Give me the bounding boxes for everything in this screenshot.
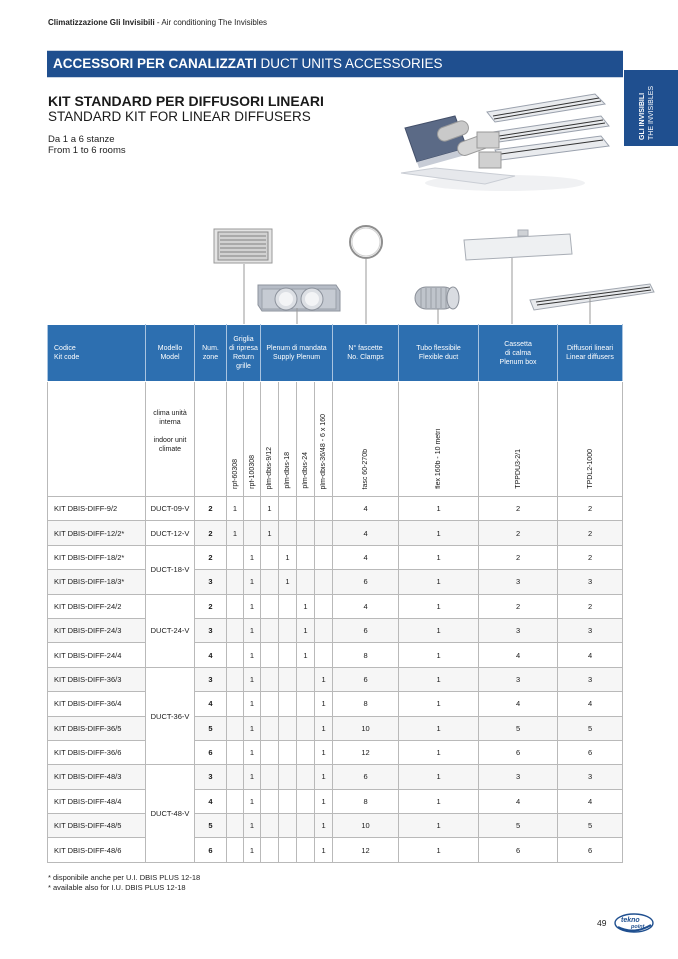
spec-tpdl: TPDL2-1000 <box>558 382 623 497</box>
zones-cell: 6 <box>195 740 227 764</box>
qty-cell-p3 <box>297 838 315 862</box>
qty-cell-p1 <box>261 667 279 691</box>
rooms-en: From 1 to 6 rooms <box>48 145 126 156</box>
spec-rpf-100308: rpf-100308 <box>244 382 261 497</box>
kit-subtitle: STANDARD KIT FOR LINEAR DIFFUSERS <box>48 109 311 124</box>
qty-cell-flex: 1 <box>399 521 479 545</box>
qty-cell-clamps: 8 <box>333 692 399 716</box>
zones-cell: 3 <box>195 765 227 789</box>
qty-cell-box: 4 <box>479 643 558 667</box>
kit-table <box>47 324 623 863</box>
qty-cell-box: 3 <box>479 618 558 642</box>
qty-cell-p4: 1 <box>315 667 333 691</box>
model-cell: DUCT-18-V <box>146 545 195 594</box>
running-header <box>48 18 267 27</box>
qty-cell-flex: 1 <box>399 497 479 521</box>
qty-cell-p4 <box>315 643 333 667</box>
qty-cell-g1 <box>227 594 244 618</box>
zones-cell: 5 <box>195 716 227 740</box>
spec-tppdu: TPPDU3-2/1 <box>479 382 558 497</box>
qty-cell-box: 2 <box>479 545 558 569</box>
qty-cell-diff: 2 <box>558 594 623 618</box>
qty-cell-p2 <box>279 692 297 716</box>
qty-cell-p3 <box>297 545 315 569</box>
qty-cell-g2: 1 <box>244 838 261 862</box>
qty-cell-g2: 1 <box>244 692 261 716</box>
qty-cell-g1 <box>227 740 244 764</box>
qty-cell-p4 <box>315 570 333 594</box>
qty-cell-g2 <box>244 497 261 521</box>
qty-cell-g1: 1 <box>227 497 244 521</box>
qty-cell-g1: 1 <box>227 521 244 545</box>
qty-cell-p3 <box>297 570 315 594</box>
section-title-it: ACCESSORI PER CANALIZZATI <box>53 56 257 71</box>
qty-cell-p1 <box>261 643 279 667</box>
tekno-point-logo <box>614 912 654 934</box>
qty-cell-clamps: 6 <box>333 765 399 789</box>
kit-code-cell: KIT DBIS-DIFF-18/2* <box>48 545 146 569</box>
qty-cell-flex: 1 <box>399 838 479 862</box>
qty-cell-diff: 2 <box>558 545 623 569</box>
qty-cell-box: 6 <box>479 740 558 764</box>
qty-cell-p3 <box>297 814 315 838</box>
qty-cell-p4 <box>315 497 333 521</box>
qty-cell-p1 <box>261 789 279 813</box>
qty-cell-box: 6 <box>479 838 558 862</box>
spec-row <box>48 382 623 497</box>
plenum-leader-line <box>296 308 300 324</box>
qty-cell-p1 <box>261 765 279 789</box>
qty-cell-g2: 1 <box>244 643 261 667</box>
footnote-en: * available also for I.U. DBIS PLUS 12-18 <box>48 882 186 892</box>
qty-cell-p3 <box>297 667 315 691</box>
qty-cell-flex: 1 <box>399 740 479 764</box>
qty-cell-clamps: 4 <box>333 545 399 569</box>
zones-cell: 2 <box>195 545 227 569</box>
qty-cell-diff: 2 <box>558 497 623 521</box>
col-header-plenum: Plenum di mandata Supply Plenum <box>261 325 333 382</box>
table-row <box>48 521 623 545</box>
clamp-image <box>348 222 384 326</box>
qty-cell-p1 <box>261 838 279 862</box>
qty-cell-g1 <box>227 789 244 813</box>
qty-cell-g1 <box>227 667 244 691</box>
header-sub: Air conditioning The Invisibles <box>161 18 268 27</box>
qty-cell-clamps: 4 <box>333 497 399 521</box>
qty-cell-box: 2 <box>479 594 558 618</box>
qty-cell-box: 5 <box>479 814 558 838</box>
qty-cell-p4: 1 <box>315 716 333 740</box>
kit-code-cell: KIT DBIS-DIFF-9/2 <box>48 497 146 521</box>
zones-cell: 2 <box>195 497 227 521</box>
table-row <box>48 789 623 813</box>
qty-cell-p2 <box>279 667 297 691</box>
table-row <box>48 740 623 764</box>
qty-cell-p4 <box>315 618 333 642</box>
page-number: 49 <box>597 918 607 928</box>
table-row <box>48 838 623 862</box>
kit-code-cell: KIT DBIS-DIFF-48/4 <box>48 789 146 813</box>
qty-cell-clamps: 4 <box>333 521 399 545</box>
zones-cell: 2 <box>195 521 227 545</box>
qty-cell-g1 <box>227 716 244 740</box>
qty-cell-g1 <box>227 765 244 789</box>
qty-cell-p3: 1 <box>297 643 315 667</box>
qty-cell-g1 <box>227 618 244 642</box>
side-tab-en: THE INVISIBLES <box>648 85 655 140</box>
qty-cell-clamps: 8 <box>333 789 399 813</box>
zones-cell: 5 <box>195 814 227 838</box>
qty-cell-flex: 1 <box>399 618 479 642</box>
qty-cell-diff: 5 <box>558 716 623 740</box>
table-row <box>48 814 623 838</box>
qty-cell-p3: 1 <box>297 594 315 618</box>
table-row <box>48 692 623 716</box>
qty-cell-diff: 2 <box>558 521 623 545</box>
qty-cell-p4: 1 <box>315 765 333 789</box>
footnote-it: * disponibile anche per U.I. DBIS PLUS 12-18 <box>48 873 201 882</box>
kit-title: KIT STANDARD PER DIFFUSORI LINEARI <box>48 93 324 109</box>
qty-cell-p4: 1 <box>315 692 333 716</box>
qty-cell-flex: 1 <box>399 765 479 789</box>
zones-cell: 3 <box>195 667 227 691</box>
qty-cell-box: 4 <box>479 692 558 716</box>
qty-cell-p1 <box>261 570 279 594</box>
qty-cell-p1 <box>261 814 279 838</box>
qty-cell-box: 5 <box>479 716 558 740</box>
kit-code-cell: KIT DBIS-DIFF-24/2 <box>48 594 146 618</box>
spec-plm-9-12: plm-dbis-9/12 <box>261 382 279 497</box>
rooms-it: Da 1 a 6 stanze <box>48 134 115 145</box>
col-header-clamps: N° fascette No. Clamps <box>333 325 399 382</box>
kit-code-cell: KIT DBIS-DIFF-36/6 <box>48 740 146 764</box>
kit-product-image <box>395 88 617 194</box>
qty-cell-p3 <box>297 789 315 813</box>
qty-cell-flex: 1 <box>399 789 479 813</box>
qty-cell-clamps: 6 <box>333 570 399 594</box>
kit-code-cell: KIT DBIS-DIFF-24/4 <box>48 643 146 667</box>
col-header-code: Codice Kit code <box>48 325 146 382</box>
zones-cell: 4 <box>195 692 227 716</box>
qty-cell-p4: 1 <box>315 740 333 764</box>
qty-cell-box: 2 <box>479 497 558 521</box>
table-row <box>48 497 623 521</box>
qty-cell-p2 <box>279 497 297 521</box>
qty-cell-p2 <box>279 765 297 789</box>
spec-fasc: fasc 60-270b <box>333 382 399 497</box>
qty-cell-box: 3 <box>479 667 558 691</box>
qty-cell-diff: 3 <box>558 765 623 789</box>
spec-flex: flex 160b - 10 metri <box>399 382 479 497</box>
qty-cell-p1 <box>261 545 279 569</box>
kit-code-cell: KIT DBIS-DIFF-48/3 <box>48 765 146 789</box>
qty-cell-flex: 1 <box>399 545 479 569</box>
qty-cell-p1 <box>261 716 279 740</box>
qty-cell-p4 <box>315 521 333 545</box>
qty-cell-p3 <box>297 716 315 740</box>
model-cell: DUCT-09-V <box>146 497 195 521</box>
qty-cell-flex: 1 <box>399 643 479 667</box>
qty-cell-p1 <box>261 740 279 764</box>
qty-cell-p3 <box>297 521 315 545</box>
qty-cell-p1: 1 <box>261 521 279 545</box>
qty-cell-p2 <box>279 814 297 838</box>
qty-cell-p3 <box>297 740 315 764</box>
qty-cell-flex: 1 <box>399 692 479 716</box>
kit-code-cell: KIT DBIS-DIFF-18/3* <box>48 570 146 594</box>
qty-cell-diff: 3 <box>558 570 623 594</box>
qty-cell-diff: 4 <box>558 643 623 667</box>
kit-code-cell: KIT DBIS-DIFF-36/4 <box>48 692 146 716</box>
qty-cell-p1: 1 <box>261 497 279 521</box>
grille-leader-line <box>243 264 247 324</box>
qty-cell-clamps: 12 <box>333 740 399 764</box>
qty-cell-g2: 1 <box>244 667 261 691</box>
flex-duct-image <box>412 282 464 326</box>
zones-cell: 4 <box>195 789 227 813</box>
qty-cell-box: 3 <box>479 570 558 594</box>
qty-cell-flex: 1 <box>399 716 479 740</box>
qty-cell-flex: 1 <box>399 594 479 618</box>
zones-cell: 3 <box>195 570 227 594</box>
qty-cell-p2 <box>279 838 297 862</box>
kit-code-cell: KIT DBIS-DIFF-36/5 <box>48 716 146 740</box>
qty-cell-g1 <box>227 838 244 862</box>
header-separator: - <box>154 18 162 27</box>
model-cell: DUCT-12-V <box>146 521 195 545</box>
table-row <box>48 765 623 789</box>
qty-cell-p4: 1 <box>315 838 333 862</box>
qty-cell-box: 3 <box>479 765 558 789</box>
qty-cell-diff: 6 <box>558 740 623 764</box>
qty-cell-clamps: 6 <box>333 618 399 642</box>
qty-cell-diff: 5 <box>558 814 623 838</box>
qty-cell-g1 <box>227 570 244 594</box>
return-grille-image <box>213 228 273 264</box>
table-row <box>48 716 623 740</box>
col-header-model: Modello Model <box>146 325 195 382</box>
qty-cell-flex: 1 <box>399 814 479 838</box>
spec-plm-18: plm-dbis-18 <box>279 382 297 497</box>
qty-cell-p1 <box>261 692 279 716</box>
qty-cell-p2 <box>279 594 297 618</box>
qty-cell-p2: 1 <box>279 570 297 594</box>
table-row <box>48 594 623 618</box>
table-header-row <box>48 325 623 382</box>
qty-cell-p3: 1 <box>297 618 315 642</box>
section-title-band <box>47 50 623 78</box>
kit-code-cell: KIT DBIS-DIFF-12/2* <box>48 521 146 545</box>
qty-cell-g2: 1 <box>244 716 261 740</box>
col-header-grille: Griglia di ripresa Return grille <box>227 325 261 382</box>
qty-cell-p3 <box>297 497 315 521</box>
qty-cell-box: 4 <box>479 789 558 813</box>
qty-cell-g1 <box>227 814 244 838</box>
model-cell: DUCT-48-V <box>146 765 195 863</box>
kit-code-cell: KIT DBIS-DIFF-36/3 <box>48 667 146 691</box>
qty-cell-p2: 1 <box>279 545 297 569</box>
table-row <box>48 667 623 691</box>
qty-cell-p1 <box>261 618 279 642</box>
spec-model-cell: clima unità interna indoor unit climate <box>146 382 195 497</box>
col-header-box: Cassetta di calma Plenum box <box>479 325 558 382</box>
kit-code-cell: KIT DBIS-DIFF-48/6 <box>48 838 146 862</box>
qty-cell-diff: 4 <box>558 789 623 813</box>
qty-cell-diff: 3 <box>558 667 623 691</box>
spec-rpf-60308: rpf-60308 <box>227 382 244 497</box>
qty-cell-flex: 1 <box>399 667 479 691</box>
qty-cell-g1 <box>227 692 244 716</box>
qty-cell-diff: 3 <box>558 618 623 642</box>
qty-cell-p1 <box>261 594 279 618</box>
model-cell: DUCT-24-V <box>146 594 195 667</box>
qty-cell-p4: 1 <box>315 789 333 813</box>
qty-cell-g2: 1 <box>244 789 261 813</box>
header-brand: Climatizzazione Gli Invisibili <box>48 18 155 27</box>
table-row <box>48 545 623 569</box>
qty-cell-g2: 1 <box>244 765 261 789</box>
logo-text-1: tekno <box>621 917 640 924</box>
section-title-en: DUCT UNITS ACCESSORIES <box>260 56 443 71</box>
footnotes <box>48 873 200 892</box>
qty-cell-p2 <box>279 521 297 545</box>
qty-cell-g2 <box>244 521 261 545</box>
col-header-diffusers: Diffusori lineari Linear diffusers <box>558 325 623 382</box>
qty-cell-clamps: 6 <box>333 667 399 691</box>
spec-plm-36-48: plm-dbis-36/48 - 6 x 160 <box>315 382 333 497</box>
qty-cell-diff: 6 <box>558 838 623 862</box>
spec-plm-24: plm-dbis-24 <box>297 382 315 497</box>
qty-cell-p2 <box>279 789 297 813</box>
qty-cell-g1 <box>227 643 244 667</box>
qty-cell-g2: 1 <box>244 594 261 618</box>
qty-cell-clamps: 8 <box>333 643 399 667</box>
col-header-zones: Num. zone <box>195 325 227 382</box>
qty-cell-clamps: 10 <box>333 716 399 740</box>
qty-cell-clamps: 4 <box>333 594 399 618</box>
qty-cell-p4 <box>315 545 333 569</box>
col-header-flex: Tubo flessibile Flexible duct <box>399 325 479 382</box>
linear-diffuser-image <box>528 282 656 324</box>
table-row <box>48 570 623 594</box>
rooms-note <box>48 134 126 156</box>
qty-cell-g2: 1 <box>244 570 261 594</box>
qty-cell-diff: 4 <box>558 692 623 716</box>
qty-cell-p2 <box>279 618 297 642</box>
zones-cell: 2 <box>195 594 227 618</box>
qty-cell-g2: 1 <box>244 545 261 569</box>
side-tab-it: GLI INVISIBILI <box>639 92 646 140</box>
table-row <box>48 643 623 667</box>
qty-cell-clamps: 12 <box>333 838 399 862</box>
kit-code-cell: KIT DBIS-DIFF-24/3 <box>48 618 146 642</box>
qty-cell-p2 <box>279 643 297 667</box>
kit-code-cell: KIT DBIS-DIFF-48/5 <box>48 814 146 838</box>
logo-text-2: point <box>631 924 645 930</box>
qty-cell-g2: 1 <box>244 740 261 764</box>
qty-cell-p3 <box>297 692 315 716</box>
qty-cell-box: 2 <box>479 521 558 545</box>
qty-cell-g2: 1 <box>244 814 261 838</box>
qty-cell-clamps: 10 <box>333 814 399 838</box>
qty-cell-p4: 1 <box>315 814 333 838</box>
qty-cell-p2 <box>279 716 297 740</box>
qty-cell-g2: 1 <box>244 618 261 642</box>
zones-cell: 6 <box>195 838 227 862</box>
side-tab <box>624 70 678 146</box>
zones-cell: 4 <box>195 643 227 667</box>
qty-cell-p4 <box>315 594 333 618</box>
qty-cell-flex: 1 <box>399 570 479 594</box>
table-row <box>48 618 623 642</box>
qty-cell-p3 <box>297 765 315 789</box>
qty-cell-p2 <box>279 740 297 764</box>
model-cell: DUCT-36-V <box>146 667 195 765</box>
qty-cell-g1 <box>227 545 244 569</box>
zones-cell: 3 <box>195 618 227 642</box>
